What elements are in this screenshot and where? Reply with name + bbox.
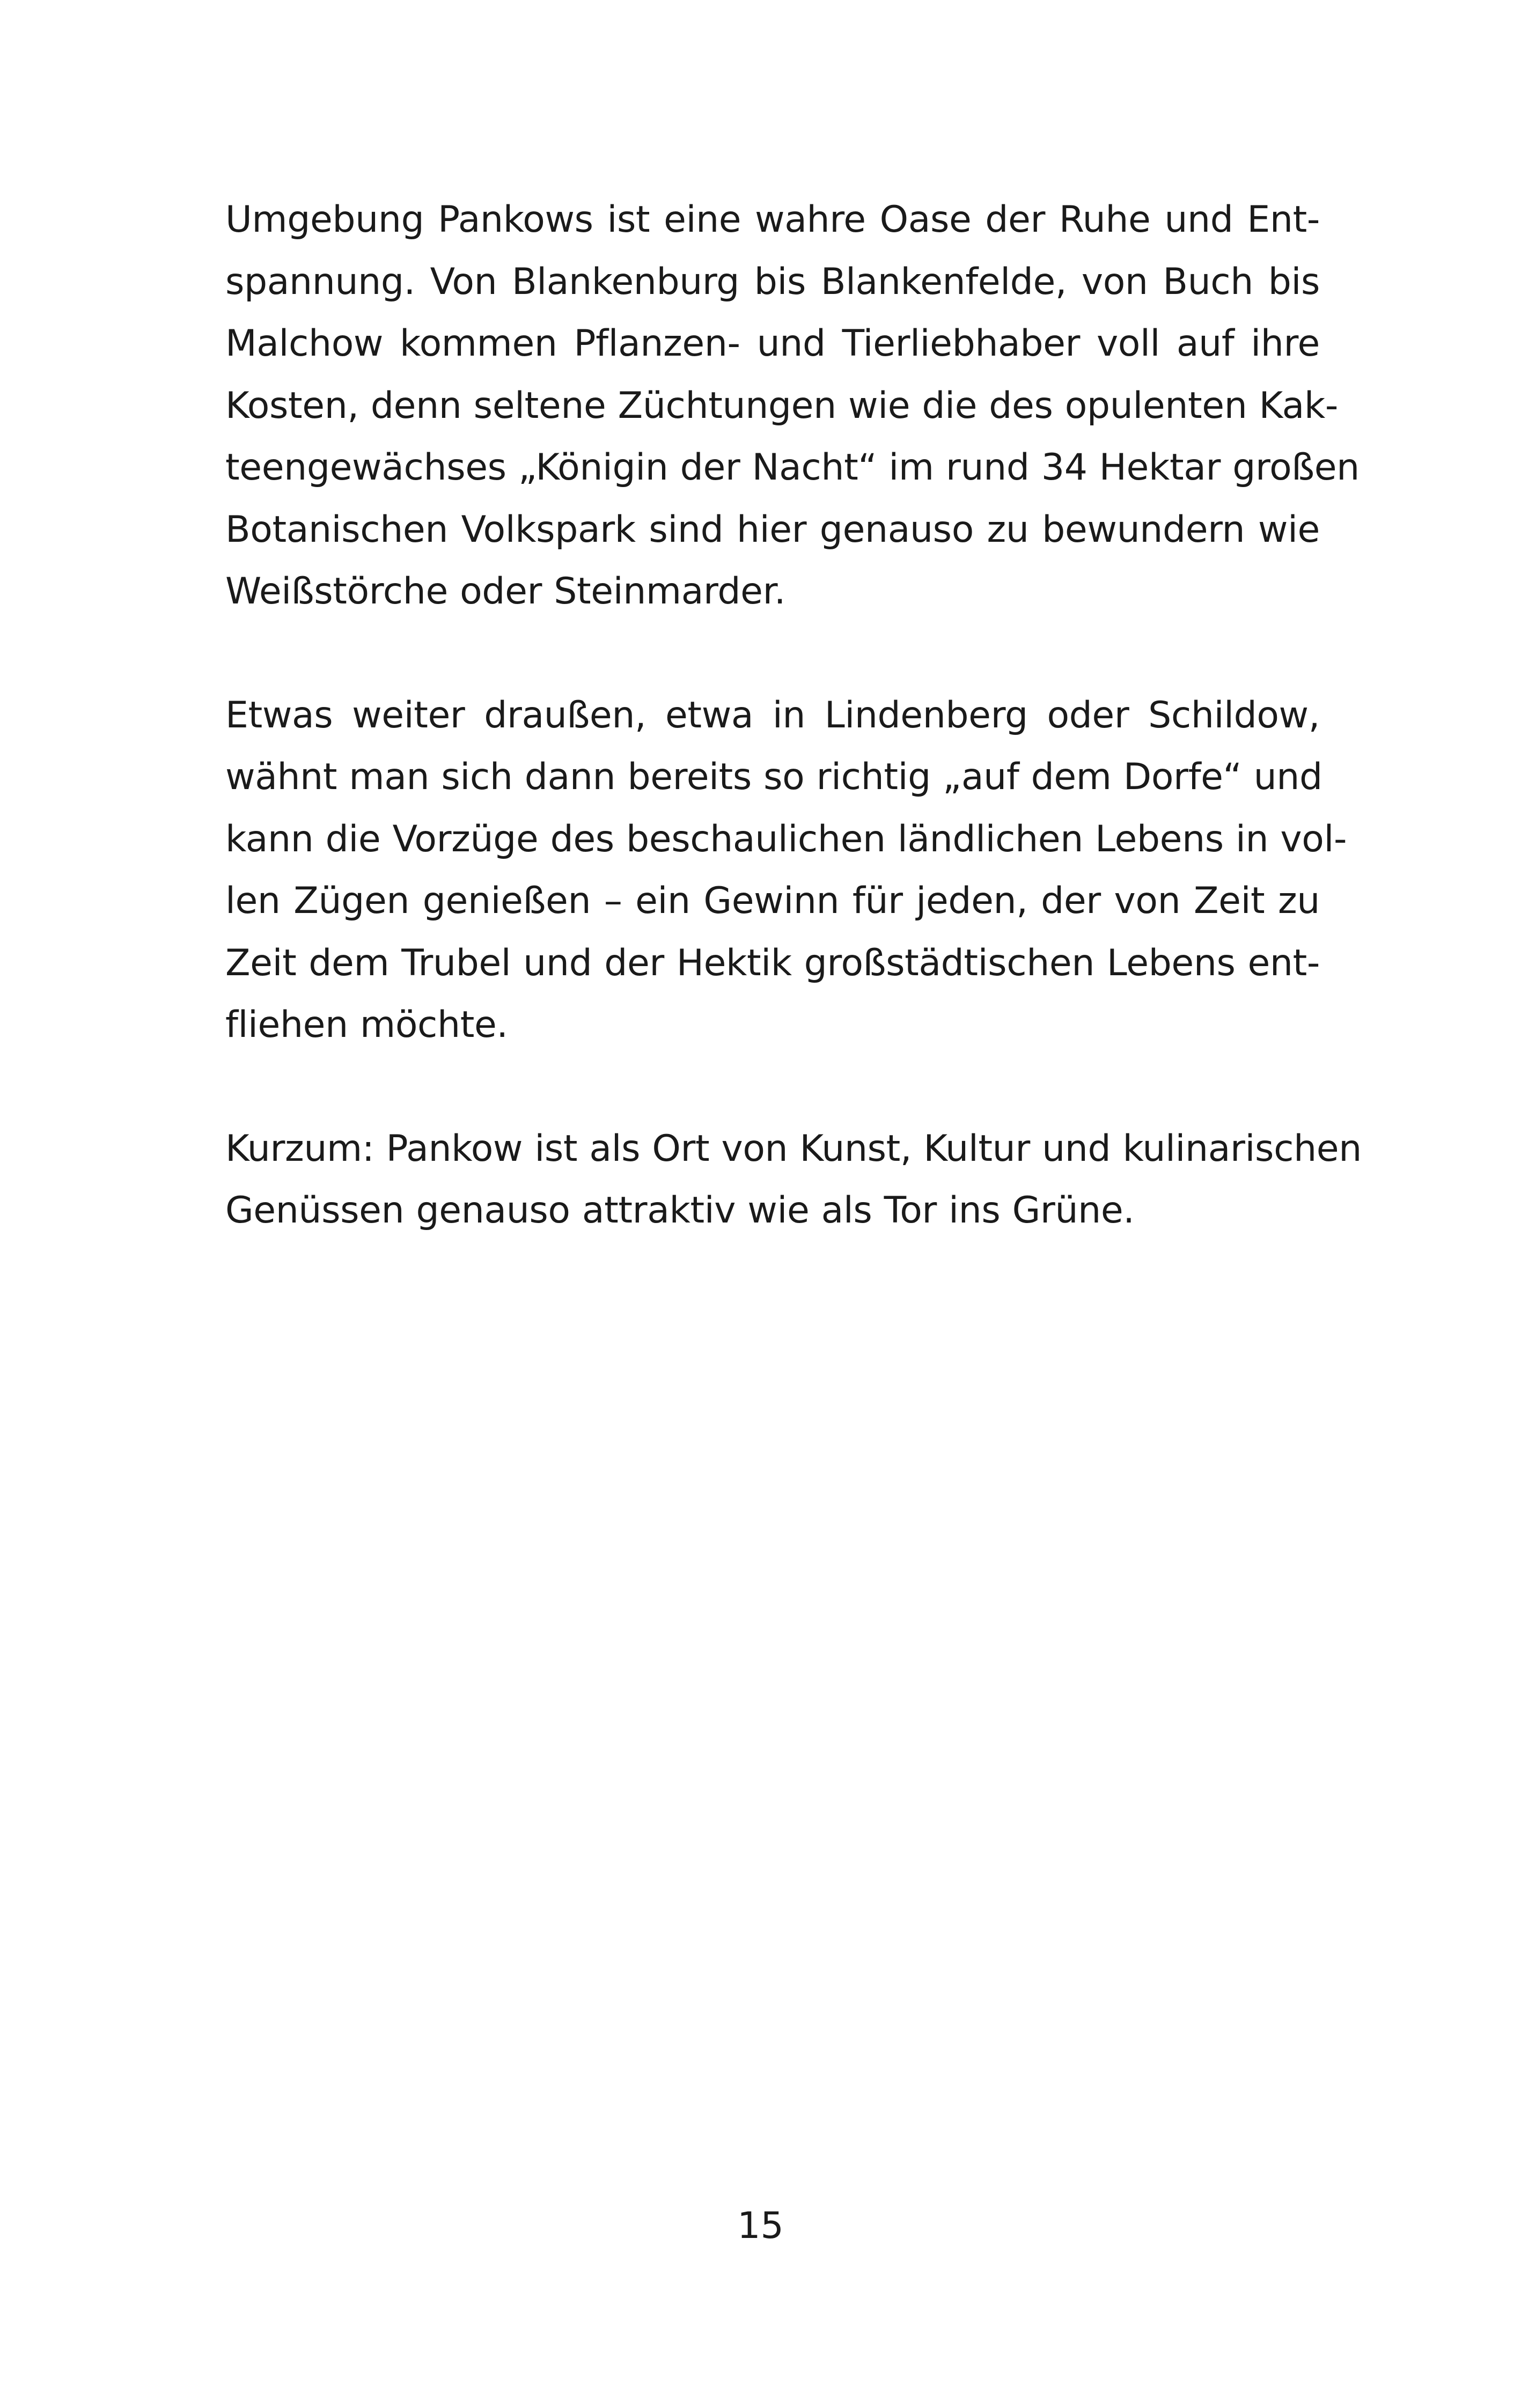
- text-line: len Zügen genießen – ein Gewinn für jeden, der von Zeit zu: [225, 880, 1320, 922]
- text-line: Genüssen genauso attraktiv wie als Tor ins Grüne.: [225, 1189, 1135, 1232]
- paragraph-2: [225, 684, 1347, 1056]
- page-number: 15: [737, 2205, 784, 2247]
- text-line: fliehen möchte.: [225, 1004, 508, 1046]
- body-text: [225, 189, 1362, 1242]
- text-line: Kurzum: Pankow ist als Ort von Kunst, Kultur und kulinarischen: [225, 1127, 1362, 1170]
- text-line: Botanischen Volkspark sind hier genauso zu bewundern wie: [225, 508, 1320, 551]
- text-line: wähnt man sich dann bereits so richtig „auf dem Dorfe“ und: [225, 756, 1322, 798]
- text-line: Kosten, denn seltene Züchtungen wie die des opulenten Kak-: [225, 384, 1339, 427]
- paragraph-spacer: [225, 1056, 1320, 1118]
- paragraph-spacer: [225, 623, 1320, 684]
- text-line: Etwas weiter draußen, etwa in Lindenberg oder Schildow,: [225, 694, 1320, 737]
- paragraph-3: [225, 1118, 1362, 1242]
- text-line: Malchow kommen Pflanzen- und Tierliebhaber voll auf ihre: [225, 322, 1320, 365]
- text-line: Weißstörche oder Steinmarder.: [225, 570, 786, 613]
- text-line: Umgebung Pankows ist eine wahre Oase der Ruhe und Ent-: [225, 198, 1320, 241]
- text-line: teengewächses „Königin der Nacht“ im rund 34 Hektar großen: [225, 446, 1360, 489]
- text-line: spannung. Von Blankenburg bis Blankenfelde, von Buch bis: [225, 260, 1320, 303]
- text-line: kann die Vorzüge des beschaulichen ländlichen Lebens in vol-: [225, 818, 1347, 860]
- text-line: Zeit dem Trubel und der Hektik großstädtischen Lebens ent-: [225, 941, 1320, 984]
- paragraph-1: [225, 189, 1360, 623]
